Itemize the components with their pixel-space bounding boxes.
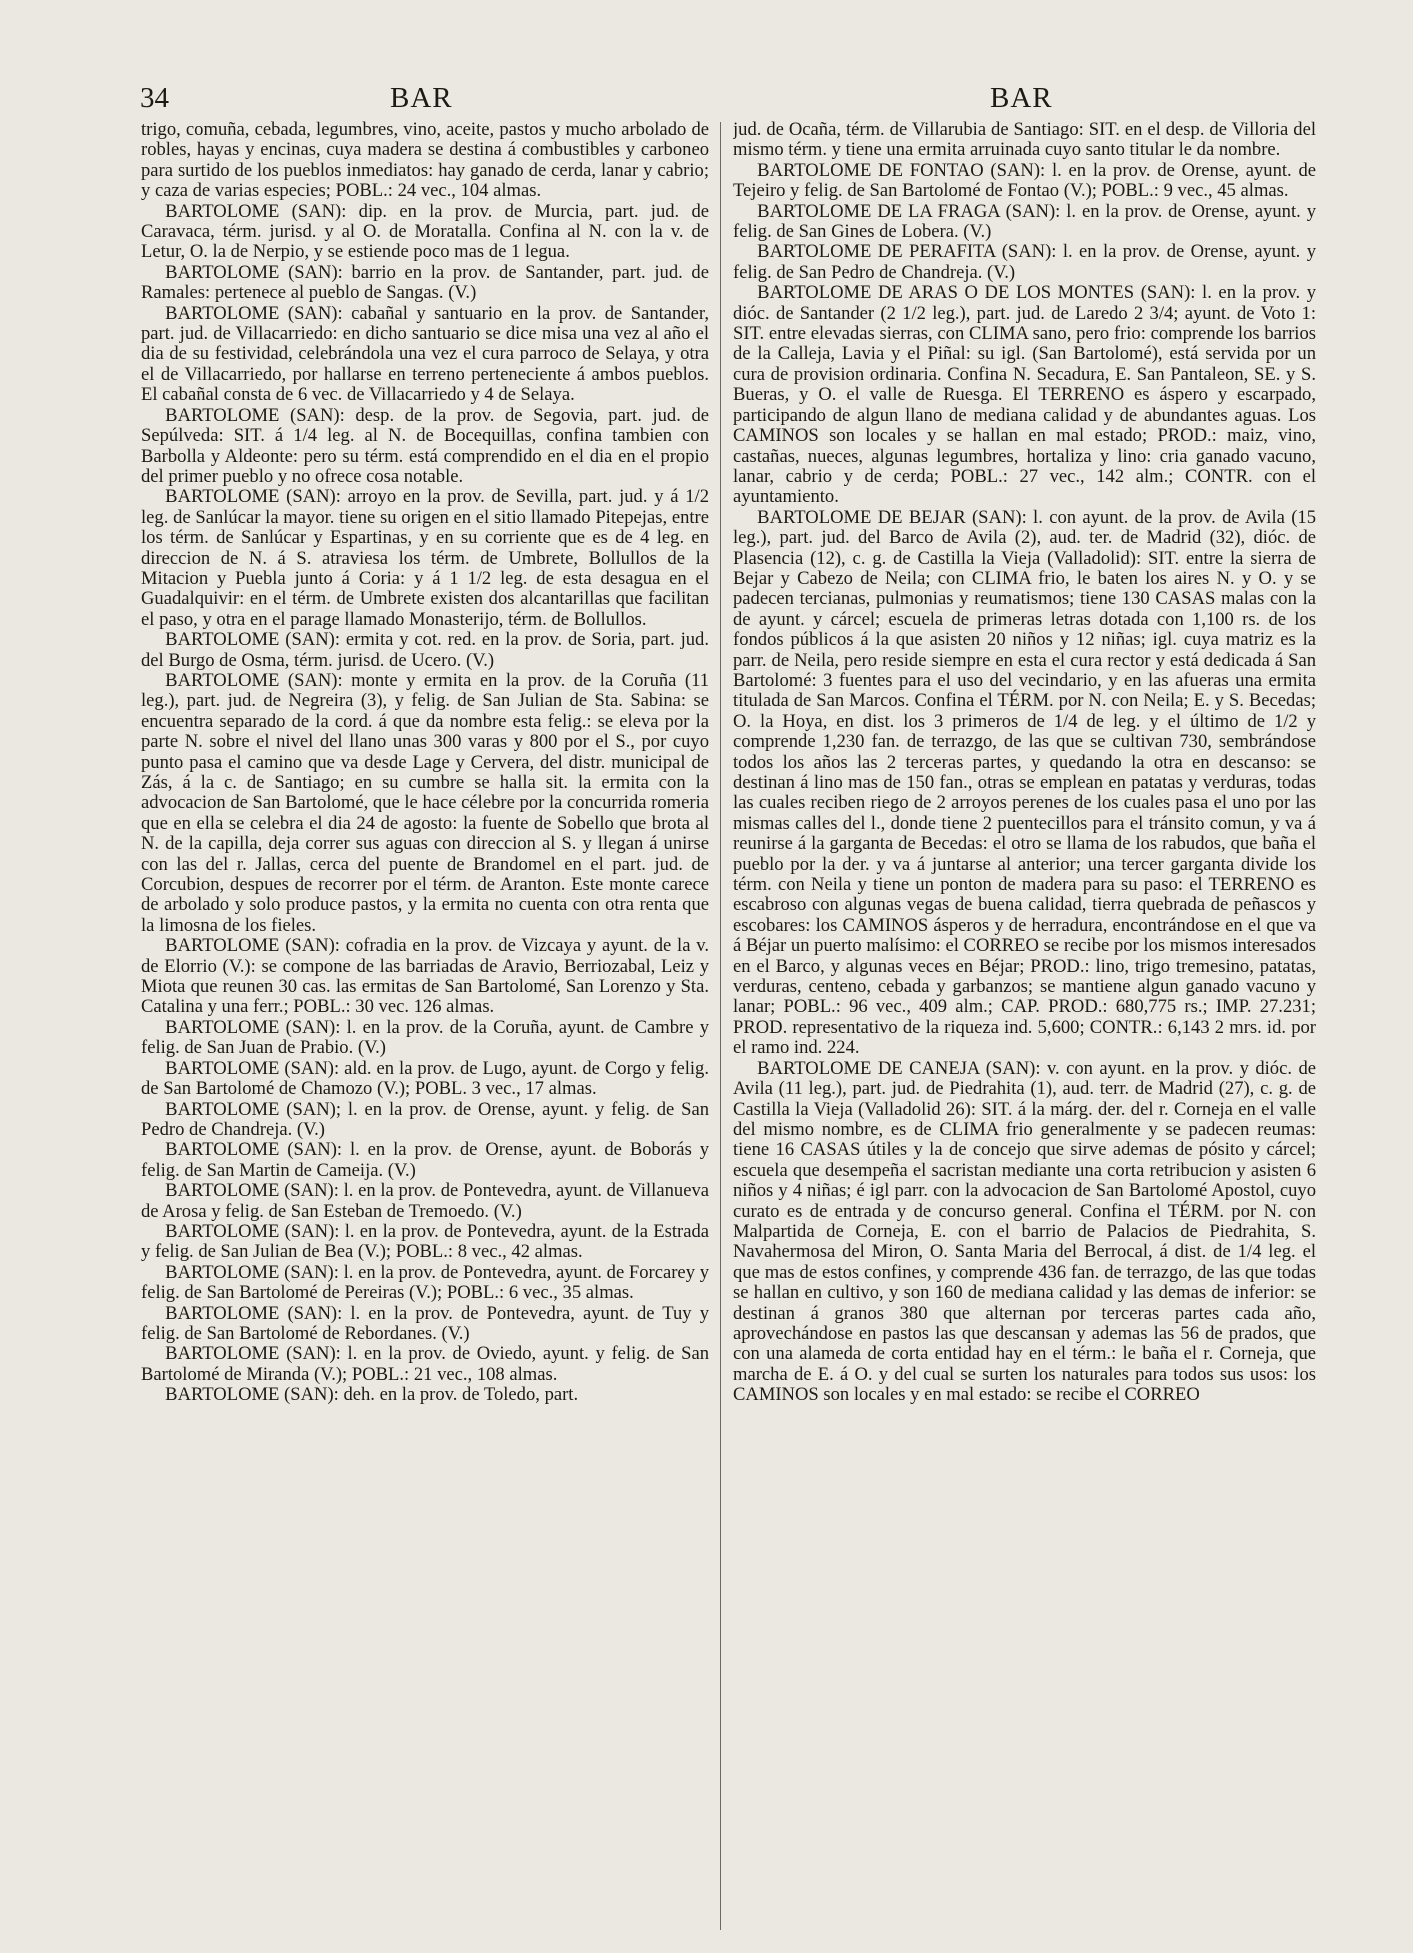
- entry-paragraph: BARTOLOME (SAN): ermita y cot. red. en la prov. de Soria, part. jud. del Burgo de Osma, térm. jurisd. de Ucero. (V.): [141, 629, 709, 671]
- entry-paragraph: BARTOLOME DE BEJAR (SAN): l. con ayunt. de la prov. de Avila (15 leg.), part. jud. del Barco de Avila (2), aud. ter. de Madrid (32), dióc. de Plasencia (12), c. g. de Castilla la Vieja (Valladolid): SIT. entre la sierra de Bejar y Cabezo de Neila; con CLIMA frio, le baten los aires N. y O. y se padecen tercianas, pulmonias y reumatismos; tiene 130 CASAS malas con la de ayunt. y cárcel; escuela de primeras letras dotada con 1,100 rs. de los fondos públicos á la que asisten 20 niños y 12 niñas; igl. cuya matriz es la parr. de Neila, pero reside siempre en esta el cura rector y está dedicada á San Bartolomé: 3 fuentes para el uso del vecindario, y en las afueras una ermita titulada de San Marcos. Confina el TÉRM. por N. con Neila; E. y S. Becedas; O. la Hoya, en dist. los 3 primeros de 1/4 de leg. y el último de 1/2 y comprende 1,230 fan. de terrazgo, de las que se cultivan 730, sembrándose todos los años las 2 terceras partes, y quedando la otra en descanso: se destinan á lino mas de 150 fan., otras se emplean en patatas y verduras, todas las cuales reciben riego de 2 arroyos perenes de los cuales pasa el uno por las mismas calles del l., donde tiene 2 puentecillos para el tránsito comun, y va á reunirse á la garganta de Becedas: el otro se llama de los rabudos, que baña el pueblo por la der. y va á juntarse al anterior; una tercer garganta divide los térm. con Neila y tiene un ponton de madera para su paso: el TERRENO es escabroso con algunas vegas de buena calidad, tierra quebrada de peñascos y escobares: los CAMINOS ásperos y de herradura, encontrándose en el que va á Béjar un puerto malísimo: el CORREO se recibe por los mismos interesados en el Barco, y algunas veces en Béjar; PROD.: lino, trigo tremesino, patatas, verduras, centeno, cebada y garbanzos; se mantiene algun ganado vacuno y lanar; POBL.: 96 vec., 409 alm.; CAP. PROD.: 680,775 rs.; IMP. 27.231; PROD. representativo de la riqueza ind. 5,600; CONTR.: 6,143 2 mrs. id. por el ramo ind. 224.: [733, 506, 1316, 1059]
- running-head-right: BAR: [990, 82, 1053, 114]
- entry-paragraph: BARTOLOME (SAN): dip. en la prov. de Murcia, part. jud. de Caravaca, térm. jurisd. y al O. de Moratalla. Confina al N. con la v. de Letur, O. la de Nerpio, y se estiende poco mas de 1 legua.: [141, 200, 709, 263]
- entry-paragraph: BARTOLOME (SAN): ald. en la prov. de Lugo, ayunt. de Corgo y felig. de San Bartolomé de Chamozo (V.); POBL. 3 vec., 17 almas.: [141, 1057, 709, 1100]
- entry-paragraph: BARTOLOME (SAN): cofradia en la prov. de Vizcaya y ayunt. de la v. de Elorrio (V.): se compone de las barriadas de Aravio, Berriozabal, Leiz y Miota que reunen 30 cas. las ermitas de San Bartolomé, San Lorenzo y Sta. Catalina y una ferr.; POBL.: 30 vec. 126 almas.: [141, 935, 709, 1018]
- entry-paragraph: BARTOLOME DE PERAFITA (SAN): l. en la prov. de Orense, ayunt. y felig. de San Pedro de Chandreja. (V.): [733, 241, 1316, 283]
- entry-paragraph: BARTOLOME (SAN): l. en la prov. de Pontevedra, ayunt. de Villanueva de Arosa y felig. de San Esteban de Tremoedo. (V.): [141, 1180, 709, 1222]
- page-header: [0, 82, 1413, 118]
- entry-paragraph: jud. de Ocaña, térm. de Villarubia de Santiago: SIT. en el desp. de Villoria del mismo térm. y tiene una ermita arruinada cuyo santo titular le da nombre.: [733, 120, 1316, 161]
- right-column: [733, 120, 1316, 1940]
- entry-paragraph: BARTOLOME DE FONTAO (SAN): l. en la prov. de Orense, ayunt. de Tejeiro y felig. de San Bartolomé de Fontao (V.); POBL.: 9 vec., 45 almas.: [733, 159, 1316, 202]
- entry-paragraph: BARTOLOME (SAN): barrio en la prov. de Santander, part. jud. de Ramales: pertenece al pueblo de Sangas. (V.): [141, 261, 709, 304]
- entry-paragraph: BARTOLOME (SAN): l. en la prov. de Pontevedra, ayunt. de Tuy y felig. de San Bartolomé de Rebordanes. (V.): [141, 1302, 709, 1344]
- entry-paragraph: BARTOLOME DE ARAS O DE LOS MONTES (SAN): l. en la prov. y dióc. de Santander (2 1/2 leg.), part. jud. de Laredo 2 3/4; ayunt. de Voto 1: SIT. entre elevadas sierras, con CLIMA sano, pero frio: comprende los barrios de la Calleja, Lavia y el Piñal: su igl. (San Bartolomé), está servida por un cura de provision ordinaria. Confina N. Secadura, E. San Pantaleon, SE. y S. Bueras, y O. el valle de Ruesga. El TERRENO es áspero y escarpado, participando de algun llano de mediana calidad y de abundantes aguas. Los CAMINOS son locales y se hallan en mal estado; PROD.: maiz, vino, castañas, nueces, algunas legumbres, hortaliza y lino: cria ganado vacuno, lanar, cabrio y de cerda; POBL.: 27 vec., 142 alm.; CONTR. con el ayuntamiento.: [733, 282, 1316, 508]
- entry-paragraph: BARTOLOME (SAN): l. en la prov. de la Coruña, ayunt. de Cambre y felig. de San Juan de Prabio. (V.): [141, 1016, 709, 1059]
- entry-paragraph: BARTOLOME (SAN): desp. de la prov. de Segovia, part. jud. de Sepúlveda: SIT. á 1/4 leg. al N. de Bocequillas, confina tambien con Barbolla y Aldeonte: pero su térm. está comprendido en el dia en el propio del primer pueblo y no ofrece cosa notable.: [141, 404, 709, 487]
- left-column: [141, 120, 709, 1940]
- entry-paragraph: BARTOLOME (SAN): deh. en la prov. de Toledo, part.: [165, 1384, 579, 1406]
- entry-paragraph: trigo, comuña, cebada, legumbres, vino, aceite, pastos y mucho arbolado de robles, hayas y encinas, cuya madera se destina á combustibles y carboneo para surtido de los pueblos inmediatos: hay ganado de cerda, lanar y cabrio; y caza de varias especies; POBL.: 24 vec., 104 almas.: [141, 120, 709, 202]
- entry-paragraph: BARTOLOME (SAN): l. en la prov. de Orense, ayunt. de Boborás y felig. de San Martin de Cameija. (V.): [141, 1139, 709, 1181]
- entry-paragraph: BARTOLOME (SAN); l. en la prov. de Orense, ayunt. y felig. de San Pedro de Chandreja. (V.): [141, 1098, 709, 1140]
- column-divider: [720, 122, 721, 1930]
- entry-paragraph: BARTOLOME (SAN): arroyo en la prov. de Sevilla, part. jud. y á 1/2 leg. de Sanlúcar la mayor. tiene su origen en el sitio llamado Pitepejas, entre los térm. de Sanlúcar y Espartinas, y en su corriente que es de 4 leg. en direccion de N. á S. atraviesa los térm. de Umbrete, Bollullos de la Mitacion y Puebla junto á Coria: y á 1 1/2 leg. de esta desagua en el Guadalquivir: en el térm. de Umbrete existen dos alcantarillas que facilitan el paso, y otra en el parage llamado Monasterijo, térm. de Bollullos.: [141, 486, 709, 630]
- entry-paragraph: BARTOLOME DE CANEJA (SAN): v. con ayunt. en la prov. y dióc. de Avila (11 leg.), part. jud. de Piedrahita (1), aud. terr. de Madrid (27), c. g. de Castilla la Vieja (Valladolid 26): SIT. á la márg. der. del r. Corneja en el valle del mismo nombre, es de CLIMA frio generalmente y se padecen reumas: tiene 16 CASAS útiles y la de concejo que sirve ademas de pósito y cárcel; escuela que desempeña el sacristan mediante una corta retribucion y asisten 6 niños y 4 niñas; é igl parr. con la advocacion de San Bartolomé Apostol, cuyo curato es de entrada y de concurso general. Confina el TÉRM. por N. con Malpartida de Corneja, E. con el barrio de Palacios de Piedrahita, S. Navahermosa del Miron, O. Santa Maria del Berrocal, á dist. de 1/4 leg. el que mas de estos confines, y comprende 436 fan. de terrazgo, de las que todas se hallan en cultivo, y son 160 de mediana calidad y las demas de inferior: se destinan á granos 380 que alternan por terceras partes cada año, aprovechándose en pastos las que descansan y ademas las 56 de prados, que con una alameda de corta entidad hay en el térm.: le baña el r. Corneja, que marcha de E. á O. y del cual se surten los naturales para todos sus usos: los CAMINOS son locales y en mal estado: se recibe el CORREO: [733, 1057, 1316, 1406]
- entry-paragraph: BARTOLOME (SAN): monte y ermita en la prov. de la Coruña (11 leg.), part. jud. de Negreira (3), y felig. de San Julian de Sta. Sabina: se encuentra separado de la cord. á que da nombre esta felig.: se eleva por la parte N. sobre el nivel del llano unas 300 varas y 800 por el S., por cuyo punto pasa el camino que va desde Lage y Cervera, del distr. municipal de Zás, á la c. de Santiago; en su cumbre se halla sit. la ermita con la advocacion de San Bartolomé, que le hace célebre por la concurrida romeria que en ella se celebra el dia 24 de agosto: la fuente de Sobello que brota al N. de la capilla, deja correr sus aguas con direccion al S. y llegan á unirse con las del r. Jallas, cerca del puente de Brandomel en el part. jud. de Corcubion, despues de recorrer por el térm. de Aranton. Este monte carece de arbolado y solo produce pastos, y la ermita no cuenta con otra renta que la limosna de los fieles.: [141, 669, 709, 936]
- page-number: 34: [140, 82, 169, 114]
- entry-paragraph: BARTOLOME (SAN): l. en la prov. de Pontevedra, ayunt. de Forcarey y felig. de San Bartolomé de Pereiras (V.); POBL.: 6 vec., 35 almas.: [141, 1261, 709, 1304]
- entry-paragraph: BARTOLOME (SAN): l. en la prov. de Pontevedra, ayunt. de la Estrada y felig. de San Julian de Bea (V.); POBL.: 8 vec., 42 almas.: [141, 1220, 709, 1263]
- entry-paragraph: BARTOLOME DE LA FRAGA (SAN): l. en la prov. de Orense, ayunt. y felig. de San Gines de Lobera. (V.): [733, 200, 1316, 243]
- running-head-left: BAR: [390, 82, 453, 114]
- entry-paragraph: BARTOLOME (SAN): cabañal y santuario en la prov. de Santander, part. jud. de Villacarriedo: en dicho santuario se dice misa una vez al año el dia de su festividad, celebrándola una vez el cura parroco de Selaya, y otra el de Villacarriedo, por hallarse en terreno perteneciente á ambos pueblos. El cabañal consta de 6 vec. de Villacarriedo y 4 de Selaya.: [141, 302, 709, 406]
- entry-paragraph: BARTOLOME (SAN): l. en la prov. de Oviedo, ayunt. y felig. de San Bartolomé de Miranda (V.); POBL.: 21 vec., 108 almas.: [141, 1343, 709, 1385]
